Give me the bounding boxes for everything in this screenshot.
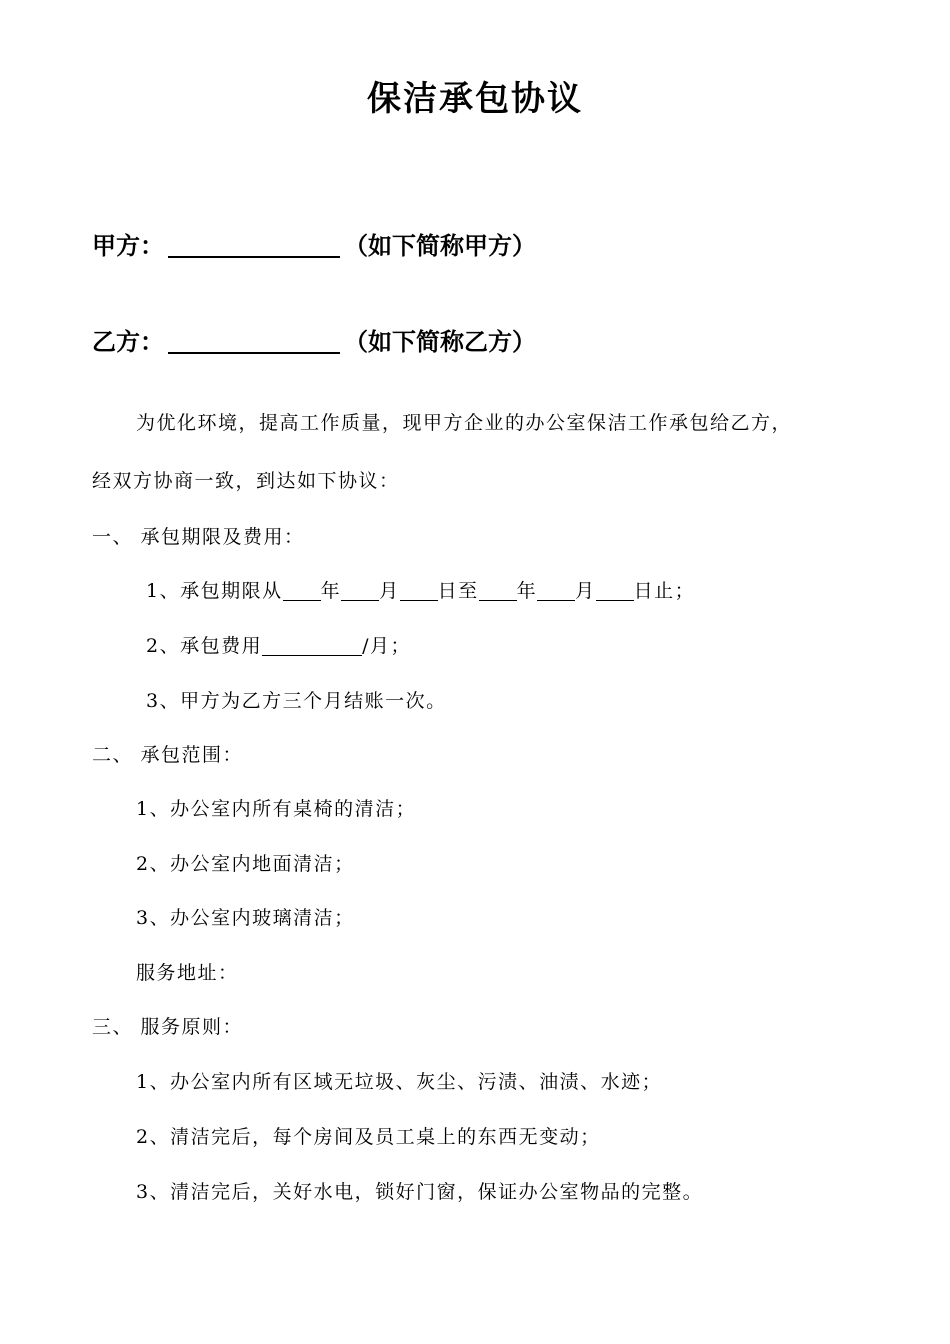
list-item: 3、办公室内玻璃清洁； — [136, 907, 355, 929]
settlement-line: 3、甲方为乙方三个月结账一次。 — [146, 690, 447, 712]
start-year-blank — [283, 582, 321, 601]
fee-line — [146, 637, 411, 656]
term-period-prefix: 1、承包期限从 — [146, 580, 283, 602]
year-label: 年 — [516, 580, 538, 602]
end-year-blank — [479, 582, 517, 601]
list-item: 1、办公室内所有桌椅的清洁； — [136, 798, 417, 820]
day-to-label: 日至 — [437, 580, 479, 602]
party-b-line — [92, 328, 536, 354]
list-item: 3、清洁完后，关好水电，锁好门窗，保证办公室物品的完整。 — [136, 1181, 704, 1203]
end-day-blank — [596, 582, 634, 601]
party-a-label: 甲方： — [92, 231, 164, 260]
start-month-blank — [341, 582, 379, 601]
fee-blank — [262, 637, 362, 656]
section-1-heading: 一、 承包期限及费用： — [92, 526, 305, 548]
section-2-heading: 二、 承包范围： — [92, 744, 244, 766]
service-address-label: 服务地址： — [136, 962, 239, 984]
month-label: 月 — [575, 580, 596, 602]
list-item: 1、办公室内所有区域无垃圾、灰尘、污渍、油渍、水迹； — [136, 1071, 663, 1093]
fee-prefix: 2、承包费用 — [146, 635, 263, 657]
end-month-blank — [537, 582, 575, 601]
party-b-label: 乙方： — [92, 327, 164, 356]
party-a-blank — [168, 232, 340, 258]
month-label: 月 — [379, 580, 400, 602]
party-b-blank — [168, 328, 340, 354]
start-day-blank — [400, 582, 438, 601]
term-period-line — [146, 582, 695, 601]
party-a-note: （如下简称甲方） — [344, 231, 536, 260]
list-item: 2、办公室内地面清洁； — [136, 853, 355, 875]
year-label: 年 — [320, 580, 342, 602]
document-title: 保洁承包协议 — [367, 79, 583, 119]
intro-line-2: 经双方协商一致，到达如下协议： — [92, 470, 400, 492]
party-a-line — [92, 232, 536, 258]
day-end-label: 日止； — [633, 580, 696, 602]
party-b-note: （如下简称乙方） — [344, 327, 536, 356]
fee-suffix: /月； — [362, 635, 411, 657]
section-3-heading: 三、 服务原则： — [92, 1016, 244, 1038]
intro-line-1: 为优化环境，提高工作质量，现甲方企业的办公室保洁工作承包给乙方， — [136, 412, 793, 434]
list-item: 2、清洁完后，每个房间及员工桌上的东西无变动； — [136, 1126, 601, 1148]
